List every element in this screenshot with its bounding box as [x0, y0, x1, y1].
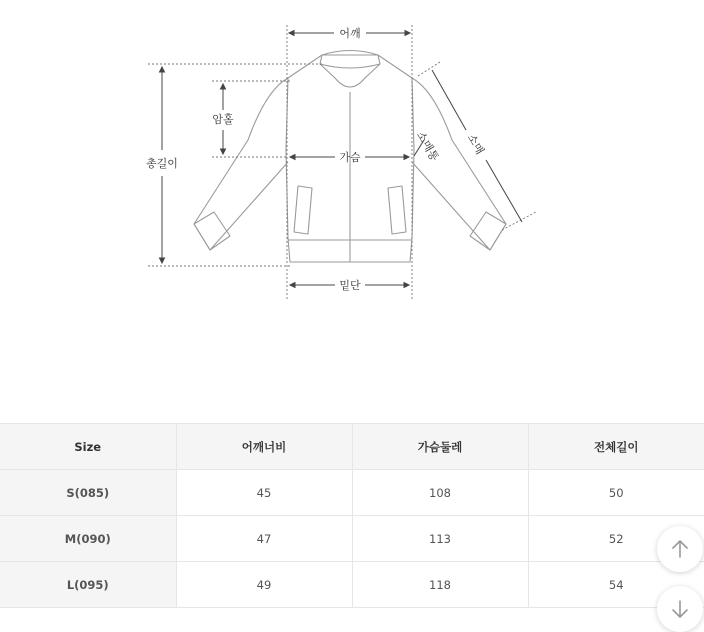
size-cell: M(090) [0, 516, 176, 562]
size-cell: S(085) [0, 470, 176, 516]
arrow-down-icon [671, 599, 689, 619]
header-total-length: 전체길이 [528, 424, 704, 470]
chest-label: 가슴 [339, 151, 361, 164]
table-row [0, 470, 704, 516]
shoulder-width-cell: 47 [176, 516, 352, 562]
header-size: Size [0, 424, 176, 470]
size-table [0, 423, 704, 608]
total-length-cell: 52 [528, 516, 704, 562]
chest-cell: 118 [352, 562, 528, 608]
sleeve-label: 소매 [464, 131, 487, 157]
scroll-up-button[interactable] [657, 526, 703, 572]
size-cell: L(095) [0, 562, 176, 608]
shoulder-label: 어깨 [339, 27, 361, 40]
total-length-cell: 50 [528, 470, 704, 516]
header-chest-circumference: 가슴둘레 [352, 424, 528, 470]
table-header-row [0, 424, 704, 470]
table-row [0, 562, 704, 608]
total-length-label: 총길이 [146, 157, 178, 170]
arrow-up-icon [671, 539, 689, 559]
sleeve-width-label: 소매통 [413, 129, 442, 164]
chest-cell: 108 [352, 470, 528, 516]
table-row [0, 516, 704, 562]
hem-label: 밑단 [339, 279, 361, 292]
chest-cell: 113 [352, 516, 528, 562]
total-length-cell: 54 [528, 562, 704, 608]
shoulder-width-cell: 49 [176, 562, 352, 608]
scroll-down-button[interactable] [657, 586, 703, 632]
armhole-label: 암홀 [212, 113, 234, 126]
header-shoulder-width: 어깨너비 [176, 424, 352, 470]
shoulder-width-cell: 45 [176, 470, 352, 516]
